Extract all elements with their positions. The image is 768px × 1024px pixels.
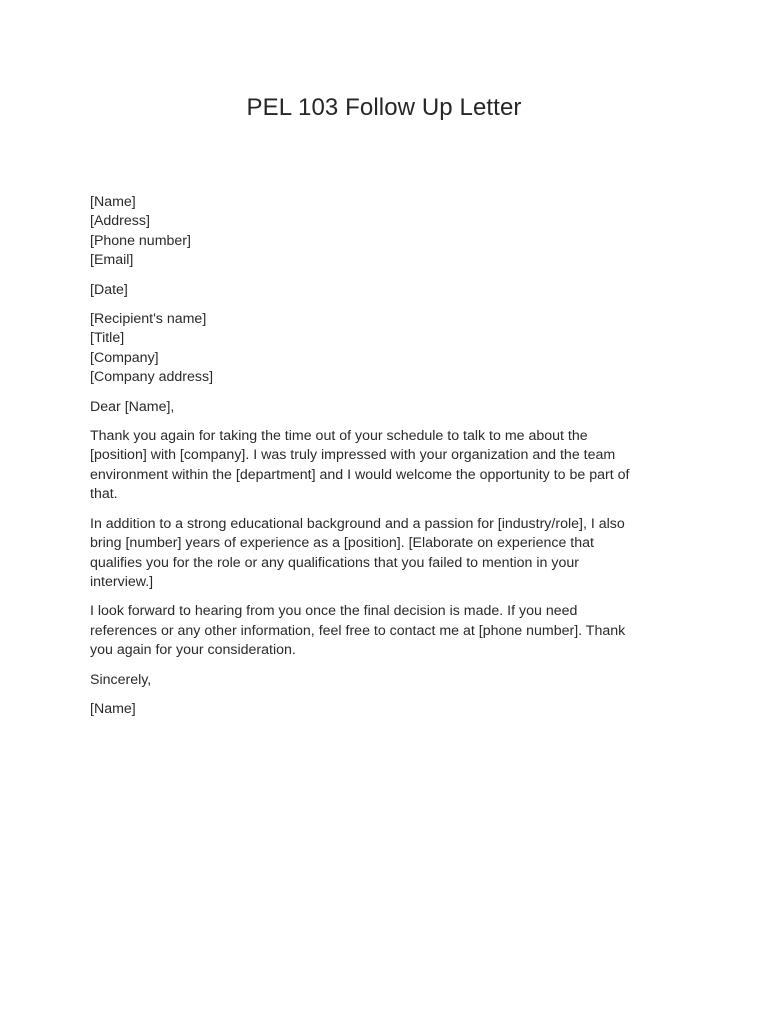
paragraph-line: I look forward to hearing from you once the final decision is made. If you need (90, 603, 578, 620)
letter-date: [Date] (90, 281, 128, 298)
date-block (90, 281, 680, 300)
paragraph-line: environment within the [department] and I would welcome the opportunity to be part of (90, 466, 630, 483)
paragraph-thank-you (90, 427, 680, 505)
recipient-company-address: [Company address] (90, 369, 214, 386)
paragraph-line: that. (90, 486, 118, 503)
salutation-block (90, 398, 680, 417)
recipient-name: [Recipient's name] (90, 311, 207, 328)
paragraph-line: bring [number] years of experience as a [position]. [Elaborate on experience that (90, 535, 594, 552)
paragraph-line: interview.] (90, 573, 154, 590)
paragraph-line: references or any other information, feel free to contact me at [phone number]. Thank (90, 622, 626, 639)
paragraph-line: you again for your consideration. (90, 642, 296, 659)
recipient-block (90, 310, 680, 388)
signature-name: [Name] (90, 700, 136, 717)
paragraph-line: In addition to a strong educational background and a passion for [industry/role], I also (90, 515, 625, 532)
closing-block (90, 671, 680, 690)
sender-email: [Email] (90, 252, 134, 269)
paragraph-line: Thank you again for taking the time out of your schedule to talk to me about the (90, 428, 588, 445)
paragraph-line: [position] with [company]. I was truly impressed with your organization and the team (90, 447, 616, 464)
sender-name: [Name] (90, 194, 136, 210)
paragraph-experience (90, 515, 680, 593)
sender-address: [Address] (90, 213, 150, 230)
closing: Sincerely, (90, 671, 152, 688)
paragraph-line: qualifies you for the role or any qualifications that you failed to mention in your (90, 554, 579, 571)
paragraph-follow-up (90, 602, 680, 660)
recipient-company: [Company] (90, 349, 159, 366)
sender-phone: [Phone number] (90, 232, 191, 249)
page-title: PEL 103 Follow Up Letter (246, 94, 522, 121)
recipient-title: [Title] (90, 330, 125, 347)
sender-block (90, 193, 680, 271)
letter-body (90, 193, 680, 729)
signature-block (90, 700, 680, 719)
salutation: Dear [Name], (90, 398, 175, 415)
